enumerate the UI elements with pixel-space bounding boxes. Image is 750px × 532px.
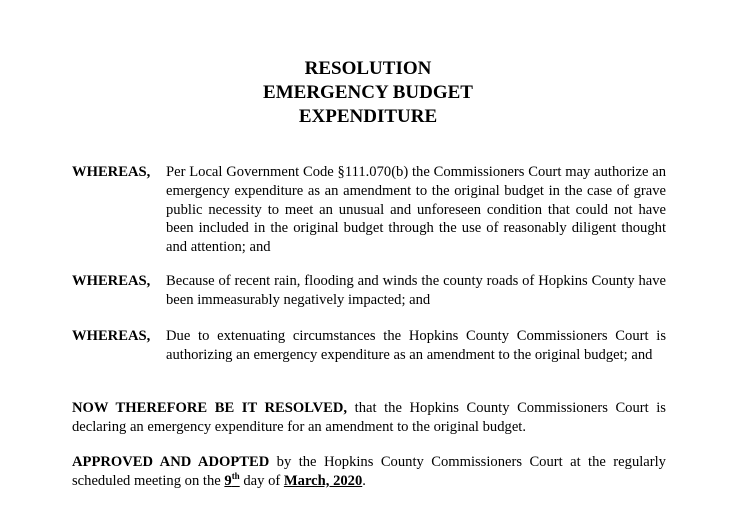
resolved-lead: NOW THEREFORE BE IT RESOLVED, [72,400,348,416]
approved-day-number: 9 [224,472,232,489]
approved-lead: APPROVED AND ADOPTED [72,454,270,470]
whereas-text: Due to extenuating circumstances the Hopkins County Commissioners Court is authorizing an emergency expenditure as an amendment to the original budget; and [166,328,666,363]
approved-text: by the Hopkins County Commissioners Court at the regularly scheduled meeting on the [72,454,666,489]
approved-day [224,470,240,489]
title-line-1: RESOLUTION [304,58,432,79]
document-title [0,57,736,129]
whereas-label: WHEREAS, [72,273,151,289]
whereas-text: Per Local Government Code §111.070(b) the Commissioners Court may authorize an emergency expenditure as an amendment to the original budget in the case of grave public necessity to meet an unusual and unforeseen condition that could not have been included in the original budget through the use of reasonably diligent thought and attention; and [166,164,666,256]
title-line-3: EXPENDITURE [298,106,438,127]
approved-month-year: March, 2020 [283,472,363,489]
whereas-text: Because of recent rain, flooding and winds the county roads of Hopkins County have been immeasurably negatively impacted; and [166,273,666,308]
approved-day-suffix: th [231,470,240,481]
whereas-label: WHEREAS, [72,328,151,344]
whereas-label: WHEREAS, [72,164,151,180]
title-line-2: EMERGENCY BUDGET [263,82,473,103]
approved-day-text: day of [239,472,284,489]
approved-end: . [362,472,366,489]
resolved-paragraph [72,399,666,437]
approved-paragraph [72,453,666,491]
resolved-text: that the Hopkins County Commissioners Court is declaring an emergency expenditure for an amendment to the original budget. [72,400,666,435]
